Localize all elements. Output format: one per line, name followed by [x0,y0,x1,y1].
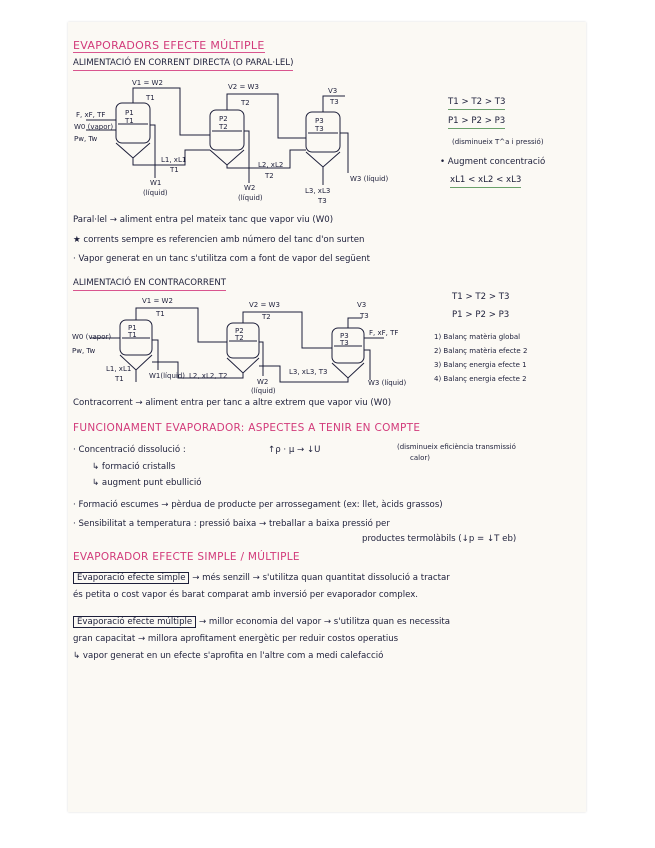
concentration-item: · Concentració dissolució : [73,445,186,455]
cc-vapor1-temp: T1 [156,310,165,318]
sensitivity-item: · Sensibilitat a temperatura : pressió baixa → treballar a baixa pressió per [73,519,390,529]
liquid2-temp: T2 [265,172,274,180]
effect3-pressure: P3 [315,117,324,125]
condensate2-state: (líquid) [238,194,263,202]
effect2-temp: T2 [219,123,228,131]
cc-vapor3-label: V3 [357,301,367,309]
cc-steam-label: W0 (vapor) [72,333,112,341]
concentration-detail: (disminueix eficiència transmissió [397,443,516,451]
cc-effect1-pressure: P1 [128,324,137,332]
section4-heading: EVAPORADOR EFECTE SIMPLE / MÚLTIPLE [73,551,300,563]
cc-pressure-relation: P1 > P2 > P3 [452,310,510,320]
vapor3-label: V3 [328,87,338,95]
cc-steam-conditions: Pw, Tw [72,347,96,355]
simple-effect-row [73,573,450,584]
cc-temp-relation: T1 > T2 > T3 [452,292,510,302]
cc-vapor1-label: V1 = W2 [142,297,173,305]
steam-label: W0 (vapor) [74,123,114,131]
effect1-temp: T1 [125,117,134,125]
section2-heading: ALIMENTACIÓ EN CONTRACORRENT [73,278,226,291]
relation-note: (disminueix T^a i pressió) [452,138,544,146]
temp-relation: T1 > T2 > T3 [448,97,505,110]
cc-liquid3-label: L3, xL3, T3 [289,368,328,376]
cc-effect2-temp: T2 [235,334,244,342]
cc-vapor3-temp: T3 [360,312,369,320]
cc-condensate1-label: W1(líquid) [149,372,185,380]
countercurrent-note: Contracorrent → aliment entra per tanc a altre extrem que vapor viu (W0) [73,398,392,408]
concentration-effect: ↑ρ · μ → ↓U [268,445,321,455]
multiple-effect-text-2: gran capacitat → millora aprofitament energètic per reduir costos operatius [73,634,399,644]
section1-heading: ALIMENTACIÓ EN CORRENT DIRECTA (O PARAL·LEL) [73,58,293,71]
pressure-relation: P1 > P2 > P3 [448,116,505,129]
crystal-item: ↳ formació cristalls [92,462,176,472]
stream-note: ★ corrents sempre es referencien amb número del tanc d'on surten [73,235,365,245]
cc-vapor2-temp: T2 [262,313,271,321]
vapor1-temp: T1 [146,94,155,102]
liquid3-label: L3, xL3 [305,187,331,195]
vapor2-label: V2 = W3 [228,83,259,91]
sensitivity-item-2: productes termolàbils (↓p = ↓T eb) [362,534,517,544]
section3-heading: FUNCIONAMENT EVAPORADOR: ASPECTES A TENIR EN COMPTE [73,422,421,434]
simple-effect-box: Evaporació efecte simple [73,572,189,584]
steam-conditions: Pw, Tw [74,135,98,143]
cc-condensate2-label: W2 [257,378,269,386]
foam-item: · Formació escumes → pèrdua de producte per arrossegament (ex: llet, àcids grassos) [73,500,443,510]
multiple-effect-row [73,617,450,628]
balance-4: 4) Balanç energia efecte 2 [434,375,527,383]
condensate1-label: W1 [150,179,162,187]
simple-effect-text-2: és petita o cost vapor és barat comparat amb inversió per evaporador complex. [73,590,419,600]
liquid1-temp: T1 [170,166,179,174]
liquid1-label: L1, xL1 [161,156,187,164]
boiling-item: ↳ augment punt ebullició [92,478,202,488]
condensate1-state: (líquid) [143,189,168,197]
cc-liquid1-temp: T1 [115,375,124,383]
liquid2-label: L2, xL2 [258,161,284,169]
effect1-pressure: P1 [125,109,134,117]
vapor2-temp: T2 [241,99,250,107]
cc-effect2-pressure: P2 [235,327,244,335]
cc-effect1-temp: T1 [128,331,137,339]
effect2-pressure: P2 [219,115,228,123]
vapor1-label: V1 = W2 [132,79,163,87]
simple-effect-text: → més senzill → s'utilitza quan quantitat dissolució a tractar [192,573,450,583]
liquid3-temp: T3 [318,197,327,205]
vapor-note: · Vapor generat en un tanc s'utilitza com a font de vapor del següent [73,254,370,264]
parallel-note: Paral·lel → aliment entra pel mateix tanc que vapor viu (W0) [73,215,334,225]
cc-condensate2-state: (líquid) [251,387,276,395]
cc-effect3-temp: T3 [340,339,349,347]
multiple-effect-text: → millor economia del vapor → s'utilitza quan es necessita [198,617,451,627]
concentration-detail-2: calor) [410,454,430,462]
cc-liquid1-label: L1, xL1 [106,365,132,373]
condensate2-label: W2 [244,184,256,192]
balance-3: 3) Balanç energia efecte 1 [434,361,527,369]
vapor3-temp: T3 [330,98,339,106]
cc-condensate3-label: W3 (líquid) [368,379,407,387]
concentration-note: • Augment concentració [440,157,546,167]
cc-liquid2-label: L2, xL2, T2 [189,372,228,380]
multiple-effect-text-3: ↳ vapor generat en un efecte s'aprofita en l'altre com a medi calefacció [73,651,384,661]
concentration-relation: xL1 < xL2 < xL3 [450,175,521,188]
balance-2: 2) Balanç matèria efecte 2 [434,347,528,355]
cc-effect3-pressure: P3 [340,332,349,340]
effect3-temp: T3 [315,125,324,133]
cc-vapor2-label: V2 = W3 [249,301,280,309]
multiple-effect-box: Evaporació efecte múltiple [73,616,196,628]
condensate3-label: W3 (líquid) [350,175,389,183]
page-title: EVAPORADORS EFECTE MÚLTIPLE [73,39,265,52]
cc-feed-label: F, xF, TF [369,329,399,337]
balance-1: 1) Balanç matèria global [434,333,521,341]
feed-label: F, xF, TF [76,111,106,119]
